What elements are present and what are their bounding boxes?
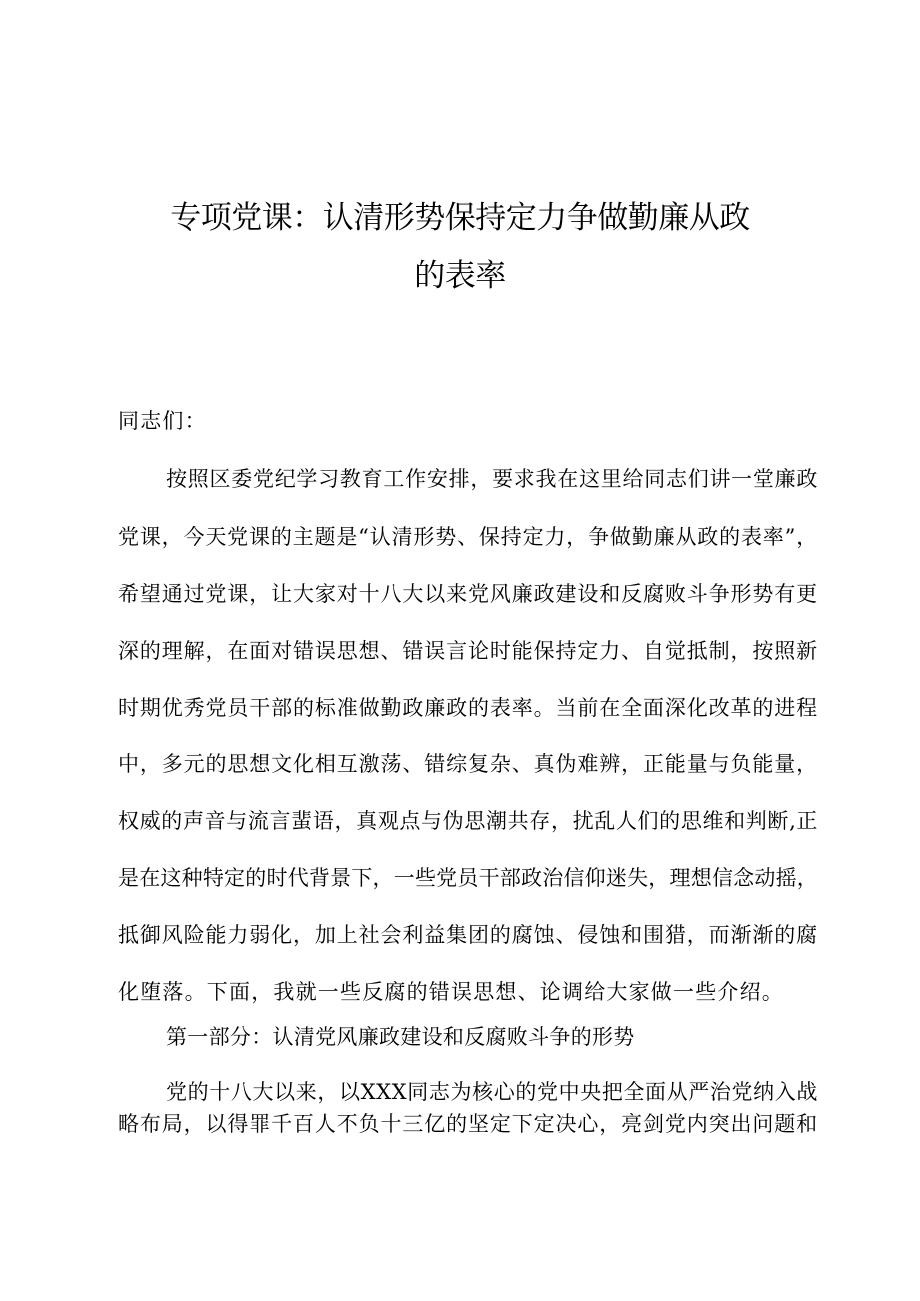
paragraph-1-line-1: 按照区委党纪学习教育工作安排，要求我在这里给同志们讲一堂廉政	[166, 467, 818, 491]
paragraph-1-line-4: 深的理解，在面对错误思想、错误言论时能保持定力、自觉抵制，按照新	[118, 639, 818, 663]
section-1-heading: 第一部分：认清党风廉政建设和反腐败斗争的形势	[166, 1025, 635, 1049]
document-title-line-2: 的表率	[414, 258, 506, 294]
paragraph-1-line-8: 是在这种特定的时代背景下，一些党员干部政治信仰迷失，理想信念动摇，	[118, 866, 818, 890]
paragraph-1-line-10: 化堕落。下面，我就一些反腐的错误思想、论调给大家做一些介绍。	[118, 980, 784, 1004]
paragraph-2-line-2: 略布局，以得罪千百人不负十三亿的坚定下定决心，亮剑党内突出问题和	[118, 1112, 818, 1136]
paragraph-1-line-7: 权威的声音与流言蜚语，真观点与伪思潮共存，扰乱人们的思维和判断,正	[118, 809, 818, 833]
paragraph-2-line-1: 党的十八大以来，以XXX同志为核心的党中央把全面从严治党纳入战	[166, 1080, 818, 1104]
paragraph-1-line-2: 党课，今天党课的主题是“认清形势、保持定力，争做勤廉从政的表率”，	[118, 525, 818, 549]
document-title-line-1: 专项党课：认清形势保持定力争做勤廉从政	[170, 200, 750, 236]
paragraph-1-line-9: 抵御风险能力弱化，加上社会利益集团的腐蚀、侵蚀和围猎，而渐渐的腐	[118, 923, 818, 947]
salutation: 同志们：	[118, 409, 207, 433]
paragraph-1-line-3: 希望通过党课，让大家对十八大以来党风廉政建设和反腐败斗争形势有更	[118, 582, 818, 606]
paragraph-1-line-6: 中，多元的思想文化相互激荡、错综复杂、真伪难辨，正能量与负能量，	[118, 752, 818, 776]
paragraph-1-line-5: 时期优秀党员干部的标准做勤政廉政的表率。当前在全面深化改革的进程	[118, 696, 818, 720]
